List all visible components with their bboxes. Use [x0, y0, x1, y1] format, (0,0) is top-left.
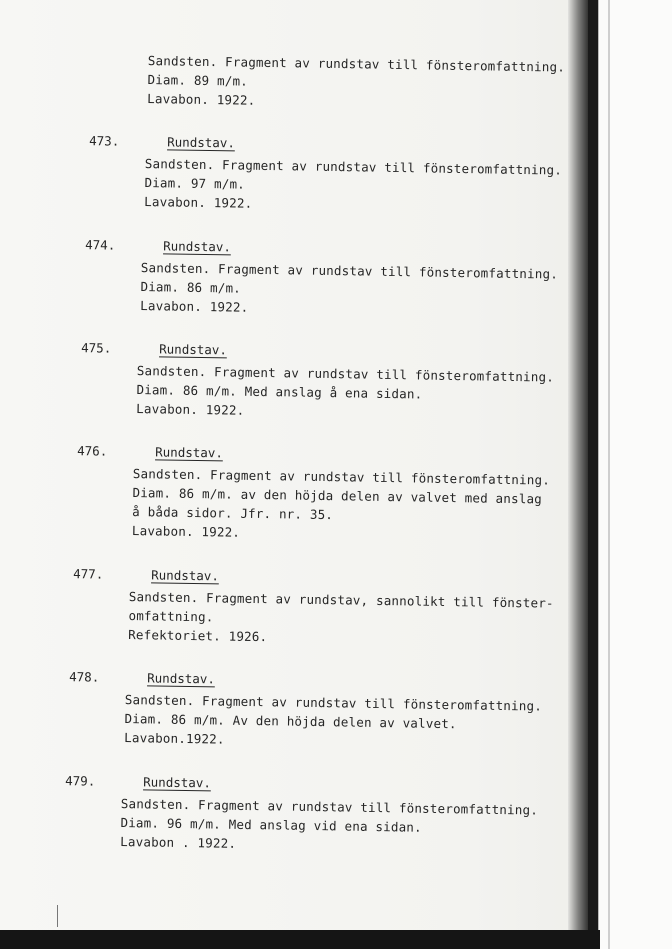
entry-line: Lavabon. 1922.	[136, 400, 245, 418]
entry-line: Sandsten. Fragment av rundstav till fönsteromfattning.	[124, 691, 543, 714]
entry-title: Rundstav.	[163, 238, 232, 255]
entry-line: Lavabon. 1922.	[147, 90, 256, 108]
entry-title: Rundstav.	[143, 774, 212, 791]
entry-line: Sandsten. Fragment av rundstav, sannolikt till fönster-	[128, 588, 554, 611]
entry-line: Sandsten. Fragment av rundstav till fönsteromfattning.	[132, 465, 551, 488]
entry-line: Diam. 96 m/m. Med anslag vid ena sidan.	[120, 814, 422, 835]
entry-description	[140, 258, 558, 322]
entry-line: Lavabon. 1922.	[140, 297, 249, 315]
entry-line: Diam. 86 m/m. Av den höjda delen av valvet.	[124, 710, 457, 732]
entry-line: Sandsten. Fragment av rundstav till fönsteromfattning.	[120, 795, 539, 818]
entry-line: å båda sidor. Jfr. nr. 35.	[132, 503, 334, 523]
entry-line: Diam. 86 m/m. Med anslag å ena sidan.	[136, 381, 423, 402]
entry-description	[132, 464, 550, 547]
entry-line: Diam. 97 m/m.	[144, 174, 246, 192]
entry-line: Sandsten. Fragment av rundstav till fönsteromfattning.	[144, 155, 563, 178]
entry-title: Rundstav.	[147, 670, 216, 687]
entry-number: 473.	[89, 133, 120, 149]
entry-description	[128, 587, 554, 651]
entry-number: 479.	[65, 773, 96, 789]
entry-title: Rundstav.	[167, 134, 236, 151]
entry-line: Sandsten. Fragment av rundstav till fönsteromfattning.	[136, 362, 555, 385]
entry-line: Diam. 89 m/m.	[147, 71, 249, 89]
entry-line: Lavabon. 1922.	[131, 522, 241, 540]
entry-line: Diam. 86 m/m. av den höjda delen av valvet med anslag	[132, 484, 543, 507]
entry-title: Rundstav.	[151, 567, 220, 584]
bottom-scan-border	[0, 930, 600, 949]
entry-line: Refektoriet. 1926.	[128, 626, 268, 645]
entry-description	[124, 690, 542, 754]
entry-line: Lavabon. 1922.	[144, 193, 253, 211]
entry-title: Rundstav.	[155, 444, 224, 461]
entry-description	[120, 794, 538, 858]
entry-number: 477.	[73, 566, 104, 582]
entry-number: 478.	[69, 669, 100, 685]
entry-line: omfattning.	[128, 607, 214, 625]
entry-description	[144, 154, 562, 218]
entry-line: Diam. 86 m/m.	[140, 278, 242, 296]
entry-number: 475.	[81, 340, 112, 356]
entry-line: Lavabon.1922.	[124, 729, 225, 747]
entry-number: 476.	[77, 443, 108, 459]
next-page-crease	[608, 0, 610, 949]
entry-line: Lavabon . 1922.	[120, 833, 237, 851]
entry-description	[147, 51, 565, 115]
entry-line: Sandsten. Fragment av rundstav till fönsteromfattning.	[140, 259, 559, 282]
entry-number: 474.	[85, 237, 116, 253]
entry-line: Sandsten. Fragment av rundstav till fönsteromfattning.	[147, 52, 566, 75]
entry-description	[136, 361, 554, 425]
entry-title: Rundstav.	[159, 341, 228, 358]
